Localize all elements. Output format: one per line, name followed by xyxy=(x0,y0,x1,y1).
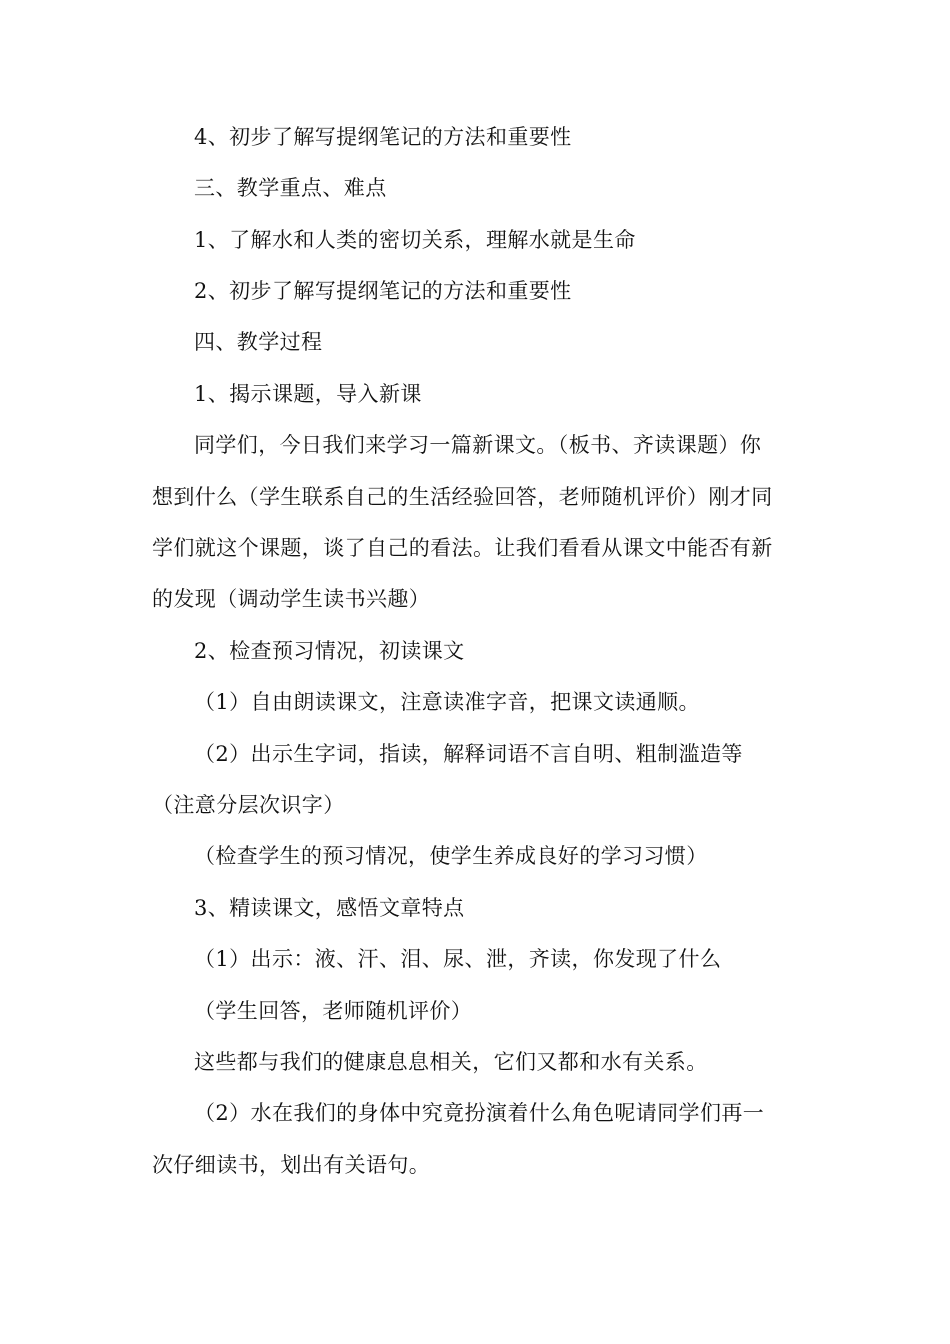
paragraph-line: （学生回答，老师随机评价） xyxy=(194,999,473,1023)
paragraph-line: （2）水在我们的身体中究竟扮演着什么角色呢请同学们再一 xyxy=(194,1101,765,1125)
paragraph-line: （检查学生的预习情况，使学生养成良好的学习习惯） xyxy=(194,844,708,868)
paragraph-line: 4、初步了解写提纲笔记的方法和重要性 xyxy=(194,125,572,149)
paragraph-line: 2、初步了解写提纲笔记的方法和重要性 xyxy=(194,279,572,303)
paragraph-line: 1、了解水和人类的密切关系，理解水就是生命 xyxy=(194,228,636,252)
paragraph-line: 同学们，今日我们来学习一篇新课文。（板书、齐读课题）你 xyxy=(194,433,762,457)
paragraph-line: 这些都与我们的健康息息相关，它们又都和水有关系。 xyxy=(194,1050,708,1074)
subsection-heading: 1、揭示课题，导入新课 xyxy=(194,382,422,406)
paragraph-line: （1）出示：液、汗、泪、尿、泄，齐读，你发现了什么 xyxy=(194,947,722,971)
paragraph-line: 学们就这个课题，谈了自己的看法。让我们看看从课文中能否有新 xyxy=(152,536,773,560)
paragraph-line: 想到什么（学生联系自己的生活经验回答，老师随机评价）刚才同 xyxy=(152,485,773,509)
subsection-heading: 2、检查预习情况，初读课文 xyxy=(194,639,465,663)
paragraph-line: （注意分层次识字） xyxy=(152,793,345,817)
subsection-heading: 3、精读课文，感悟文章特点 xyxy=(194,896,465,920)
paragraph-line: （1）自由朗读课文，注意读准字音，把课文读通顺。 xyxy=(194,690,700,714)
paragraph-line: 次仔细读书，划出有关语句。 xyxy=(152,1153,431,1177)
section-heading: 三、教学重点、难点 xyxy=(194,176,387,200)
section-heading: 四、教学过程 xyxy=(194,330,323,354)
paragraph-line: （2）出示生字词，指读，解释词语不言自明、粗制滥造等 xyxy=(194,742,743,766)
paragraph-line: 的发现（调动学生读书兴趣） xyxy=(152,587,431,611)
